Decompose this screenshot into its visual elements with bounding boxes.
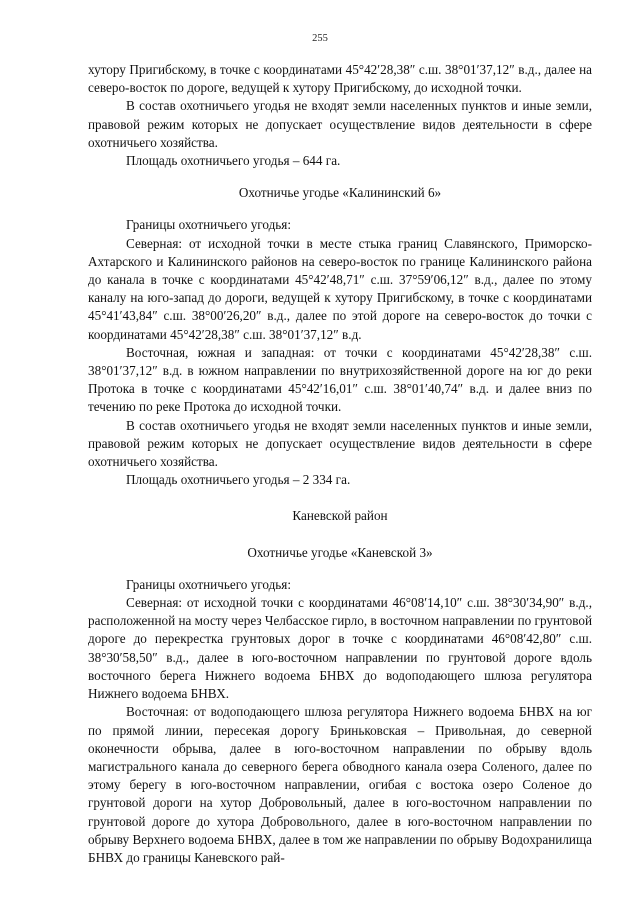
district-heading: Каневской район (292, 508, 388, 524)
paragraph-east-south-west-boundary: Восточная, южная и западная: от точки с координатами 45°42′28,38″ с.ш. 38°01′37,12″ в.д. в южном направлении по внутрихозяйственной дороге на юг до реки Протока в точке с координатами 45°42′16,01″ с.ш. 38°01′40,74″ в.д. и далее вниз по течению по реке Протока до исходной точки. (88, 344, 592, 415)
paragraph-east-boundary: Восточная: от водоподающего шлюза регулятора Нижнего водоема БНВХ на юг по прямой линии, пересекая дорогу Бриньковская – Привольная, до северной оконечности обрыва, далее в юго-восточном направлении по обрыву вдоль магистрального канала до северного берега обводного канала озера Соленого, далее по этому берегу в юго-восточном направлении, огибая с востока озеро Соленое до грунтовой дороги на хутор Добровольный, далее в юго-восточном направлении по грунтовой дороге до хутора Добровольного, далее в юго-восточном направлении по обрыву Верхнего водоема БНВХ, далее в том же направлении по обрыву Водохранилища БНВХ до границы Каневского рай- (88, 704, 592, 865)
page-number: 255 (312, 33, 328, 44)
paragraph-boundaries-label: Границы охотничьего угодья: (126, 217, 292, 233)
section-heading-kanevskoy-3: Охотничье угодье «Каневской 3» (247, 544, 433, 560)
paragraph-area: Площадь охотничьего угодья – 644 га. (126, 153, 341, 169)
paragraph-north-boundary: Северная: от исходной точки с координатами 46°08′14,10″ с.ш. 38°30′34,90″ в.д., расположенной на мосту через Челбасское гирло, в восточном направлении по грунтовой дороге до перекрестка грунтовых дорог в точке с координатами 46°08′42,80″ с.ш. 38°30′58,50″ в.д., далее в юго-восточном направлении по грунтовой дороге вдоль восточного берега Нижнего водоема БНВХ до водоподающего шлюза регулятора Нижнего водоема БНВХ. (88, 595, 593, 702)
paragraph-exclusions: В состав охотничьего угодья не входят земли населенных пунктов и иные земли, правовой режим которых не допускает осуществление видов деятельности в сфере охотничьего хозяйства. (88, 417, 592, 470)
paragraph-exclusions: В состав охотничьего угодья не входят земли населенных пунктов и иные земли, правовой режим которых не допускает осуществление видов деятельности в сфере охотничьего хозяйства. (88, 98, 592, 150)
section-heading-kalininsky-6: Охотничье угодье «Калининский 6» (238, 185, 442, 201)
document-body (88, 61, 592, 867)
paragraph-north-boundary: Северная: от исходной точки в месте стыка границ Славянского, Приморско-Ахтарского и Калининского районов на северо-восток по границе Калининского района до канала в точке с координатами 45°42′48,71″ с.ш. 37°59′06,12″ в.д., далее по этому каналу на юго-запад до дороги, ведущей к хутору Пригибскому, в точке с координатами 45°41′43,84″ с.ш. 38°00′26,20″ в.д., далее по этой дороге на северо-восток до точки с координатами 45°42′28,38″ с.ш. 38°01′37,12″ в.д. (88, 235, 592, 342)
paragraph-boundaries-label: Границы охотничьего угодья: (126, 576, 292, 592)
paragraph-area: Площадь охотничьего угодья – 2 334 га. (126, 472, 351, 488)
paragraph-continuation: хутору Пригибскому, в точке с координатами 45°42′28,38″ с.ш. 38°01′37,12″ в.д., далее на северо-восток по дороге, ведущей к хутору Пригибскому, до исходной точки. (88, 62, 592, 96)
